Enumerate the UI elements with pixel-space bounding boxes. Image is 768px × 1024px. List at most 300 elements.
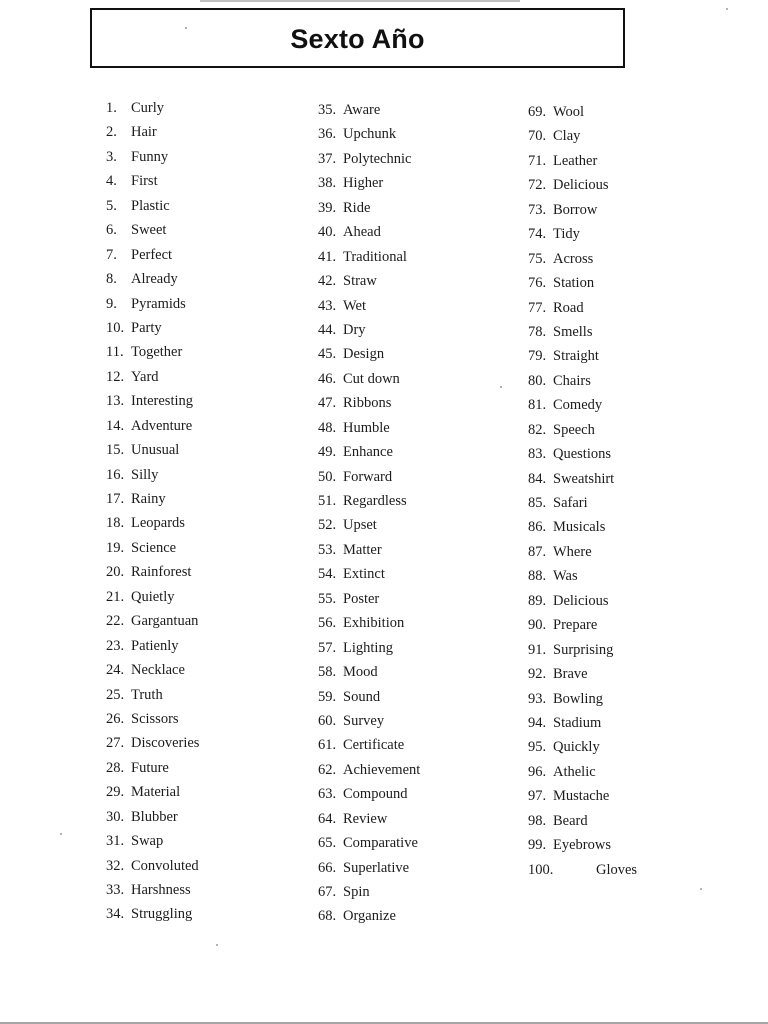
word-list-item bbox=[318, 685, 420, 709]
word-number: 30. bbox=[106, 808, 125, 825]
word-text: Ride bbox=[343, 199, 371, 216]
word-number: 22. bbox=[106, 613, 125, 630]
word-number: 86. bbox=[528, 519, 547, 536]
scan-speck bbox=[500, 386, 502, 388]
word-list-item bbox=[106, 169, 199, 193]
word-number: 65. bbox=[318, 835, 337, 852]
word-list-item bbox=[318, 245, 420, 269]
word-text: Athelic bbox=[553, 763, 596, 780]
word-number: 20. bbox=[106, 564, 125, 581]
word-list-item bbox=[318, 171, 420, 195]
word-list-item bbox=[528, 173, 637, 197]
word-number: 19. bbox=[106, 539, 125, 556]
word-number: 18. bbox=[106, 515, 125, 532]
word-text: Regardless bbox=[343, 493, 407, 509]
word-text: Prepare bbox=[553, 617, 598, 634]
word-list-item bbox=[318, 660, 420, 684]
word-list-item bbox=[528, 711, 637, 735]
word-number: 61. bbox=[318, 737, 337, 754]
word-number: 7. bbox=[106, 246, 117, 263]
word-list-item bbox=[106, 805, 199, 829]
word-text: Blubber bbox=[131, 808, 178, 825]
word-number: 13. bbox=[106, 393, 125, 410]
word-list-item bbox=[106, 487, 199, 511]
word-number: 66. bbox=[318, 859, 337, 876]
word-text: Aware bbox=[343, 102, 381, 118]
word-list-item bbox=[318, 782, 420, 806]
word-list-item bbox=[318, 758, 420, 782]
word-text: Quietly bbox=[131, 588, 175, 605]
word-text: Party bbox=[131, 319, 162, 336]
word-text: Superlative bbox=[343, 859, 410, 876]
word-list-item bbox=[106, 414, 199, 438]
word-list-item bbox=[318, 98, 420, 122]
word-list-item bbox=[106, 316, 199, 340]
word-list-item bbox=[318, 122, 420, 146]
word-number: 14. bbox=[106, 417, 125, 434]
word-text: Certificate bbox=[343, 737, 405, 754]
word-list-item bbox=[318, 636, 420, 660]
word-number: 97. bbox=[528, 788, 547, 805]
word-text: Sweet bbox=[131, 222, 167, 239]
word-list-item bbox=[106, 340, 199, 364]
word-list-item bbox=[106, 463, 199, 487]
word-list-item bbox=[528, 858, 637, 882]
word-text: Polytechnic bbox=[343, 150, 412, 167]
word-list-item bbox=[528, 418, 637, 442]
word-list-item bbox=[106, 267, 199, 291]
word-list-item bbox=[106, 683, 199, 707]
word-list-item bbox=[528, 442, 637, 466]
word-text: Stadium bbox=[553, 714, 602, 731]
word-list-item bbox=[106, 389, 199, 413]
word-number: 64. bbox=[318, 810, 337, 827]
word-list-item bbox=[318, 440, 420, 464]
word-list-item bbox=[528, 271, 637, 295]
word-number: 41. bbox=[318, 248, 337, 265]
word-list-item bbox=[528, 687, 637, 711]
word-number: 46. bbox=[318, 370, 337, 387]
word-text: Poster bbox=[343, 590, 380, 607]
word-text: Future bbox=[131, 759, 169, 776]
word-list-item bbox=[106, 609, 199, 633]
word-text: Road bbox=[553, 299, 584, 316]
word-text: Gargantuan bbox=[131, 613, 199, 630]
word-number: 79. bbox=[528, 348, 547, 365]
word-number: 75. bbox=[528, 250, 547, 267]
word-text: Hair bbox=[131, 124, 157, 141]
word-list-item bbox=[528, 247, 637, 271]
word-number: 29. bbox=[106, 784, 125, 801]
word-number: 53. bbox=[318, 541, 337, 558]
word-number: 85. bbox=[528, 495, 547, 511]
word-text: Funny bbox=[131, 148, 169, 165]
word-list-item bbox=[318, 904, 420, 928]
word-text: Comparative bbox=[343, 835, 418, 852]
word-text: Rainforest bbox=[131, 564, 192, 581]
word-text: Wet bbox=[343, 297, 366, 314]
word-list-item bbox=[106, 585, 199, 609]
word-list-item bbox=[318, 831, 420, 855]
word-list-item bbox=[528, 809, 637, 833]
word-number: 60. bbox=[318, 712, 337, 729]
word-list-item bbox=[106, 878, 199, 902]
word-list-item bbox=[318, 807, 420, 831]
word-column-3 bbox=[528, 100, 637, 882]
word-number: 71. bbox=[528, 152, 547, 169]
word-number: 100. bbox=[528, 861, 554, 878]
word-list-item bbox=[528, 467, 637, 491]
word-list-item bbox=[528, 515, 637, 539]
word-text: Interesting bbox=[131, 393, 194, 410]
word-number: 52. bbox=[318, 517, 337, 534]
word-list-item bbox=[528, 149, 637, 173]
word-number: 95. bbox=[528, 739, 547, 756]
word-text: Leopards bbox=[131, 515, 185, 532]
word-column-2 bbox=[318, 98, 420, 929]
word-number: 51. bbox=[318, 493, 337, 509]
word-number: 35. bbox=[318, 102, 337, 118]
word-list-item bbox=[528, 564, 637, 588]
word-number: 47. bbox=[318, 395, 337, 412]
page-title: Sexto Año bbox=[290, 23, 425, 54]
word-text: Chairs bbox=[553, 372, 591, 389]
word-list-item bbox=[318, 513, 420, 537]
word-number: 43. bbox=[318, 297, 337, 314]
word-number: 90. bbox=[528, 617, 547, 634]
word-list-item bbox=[528, 833, 637, 857]
word-text: Bowling bbox=[553, 690, 603, 707]
word-list-item bbox=[528, 491, 637, 515]
word-text: Lighting bbox=[343, 639, 393, 656]
word-text: Clay bbox=[553, 128, 581, 145]
word-list-item bbox=[106, 218, 199, 242]
word-text: Gloves bbox=[596, 861, 638, 878]
word-list-item bbox=[528, 100, 637, 124]
word-number: 67. bbox=[318, 884, 337, 900]
word-number: 69. bbox=[528, 104, 547, 120]
word-list-item bbox=[318, 342, 420, 366]
word-number: 91. bbox=[528, 641, 547, 658]
word-number: 92. bbox=[528, 666, 547, 683]
word-number: 16. bbox=[106, 466, 125, 483]
word-list-item bbox=[106, 634, 199, 658]
word-number: 39. bbox=[318, 199, 337, 216]
word-list-item bbox=[528, 540, 637, 564]
word-number: 59. bbox=[318, 688, 337, 705]
word-text: Across bbox=[553, 250, 594, 267]
word-list-item bbox=[318, 318, 420, 342]
word-number: 10. bbox=[106, 319, 125, 336]
word-list-item bbox=[106, 438, 199, 462]
word-text: Compound bbox=[343, 786, 408, 803]
word-text: Enhance bbox=[343, 444, 393, 461]
word-number: 58. bbox=[318, 664, 337, 681]
word-text: Delicious bbox=[553, 177, 609, 194]
word-number: 83. bbox=[528, 446, 547, 463]
scan-edge-line bbox=[200, 0, 520, 2]
word-number: 1. bbox=[106, 100, 117, 116]
word-number: 98. bbox=[528, 812, 547, 829]
word-number: 77. bbox=[528, 299, 547, 316]
word-text: Scissors bbox=[131, 710, 179, 727]
word-text: Comedy bbox=[553, 397, 603, 414]
word-number: 74. bbox=[528, 226, 547, 243]
word-text: Smells bbox=[553, 323, 593, 340]
word-text: Truth bbox=[131, 686, 163, 703]
word-text: Already bbox=[131, 271, 178, 288]
word-list-item bbox=[106, 194, 199, 218]
word-text: Station bbox=[553, 275, 595, 292]
word-text: Yard bbox=[131, 368, 159, 385]
word-number: 4. bbox=[106, 173, 117, 190]
word-number: 49. bbox=[318, 444, 337, 461]
word-list-item bbox=[318, 465, 420, 489]
word-text: Sound bbox=[343, 688, 381, 705]
word-number: 81. bbox=[528, 397, 547, 414]
word-text: Straw bbox=[343, 273, 377, 290]
word-number: 96. bbox=[528, 763, 547, 780]
word-text: Patienly bbox=[131, 637, 179, 654]
word-number: 63. bbox=[318, 786, 337, 803]
word-list-item bbox=[318, 269, 420, 293]
word-text: Brave bbox=[553, 666, 588, 683]
word-text: Delicious bbox=[553, 592, 609, 609]
word-text: First bbox=[131, 173, 158, 190]
word-text: Speech bbox=[553, 421, 595, 438]
word-text: Higher bbox=[343, 175, 384, 192]
word-text: Tidy bbox=[553, 226, 580, 243]
word-text: Review bbox=[343, 810, 388, 827]
word-list-item bbox=[106, 292, 199, 316]
word-text: Dry bbox=[343, 321, 366, 338]
word-number: 25. bbox=[106, 686, 125, 703]
word-list-item bbox=[528, 589, 637, 613]
word-text: Survey bbox=[343, 712, 385, 729]
word-list-item bbox=[528, 124, 637, 148]
word-text: Swap bbox=[131, 833, 164, 850]
scan-speck bbox=[185, 27, 187, 29]
word-list-item bbox=[106, 902, 199, 926]
word-text: Rainy bbox=[131, 491, 166, 507]
word-list-item bbox=[528, 662, 637, 686]
word-list-item bbox=[528, 344, 637, 368]
word-number: 33. bbox=[106, 882, 125, 898]
word-list-item bbox=[318, 587, 420, 611]
word-text: Perfect bbox=[131, 246, 173, 263]
word-number: 23. bbox=[106, 637, 125, 654]
word-list-item bbox=[528, 198, 637, 222]
word-text: Harshness bbox=[131, 882, 191, 898]
word-list-item bbox=[528, 638, 637, 662]
word-list-item bbox=[318, 880, 420, 904]
word-number: 56. bbox=[318, 615, 337, 632]
word-number: 6. bbox=[106, 222, 117, 239]
word-list-item bbox=[106, 560, 199, 584]
word-list-item bbox=[528, 320, 637, 344]
word-text: Safari bbox=[553, 495, 588, 511]
word-list-item bbox=[318, 147, 420, 171]
word-number: 42. bbox=[318, 273, 337, 290]
word-number: 3. bbox=[106, 148, 117, 165]
word-list-item bbox=[318, 733, 420, 757]
scan-speck bbox=[700, 888, 702, 890]
word-text: Spin bbox=[343, 884, 370, 900]
word-list-item bbox=[106, 365, 199, 389]
word-text: Traditional bbox=[343, 248, 407, 265]
word-list-item bbox=[106, 145, 199, 169]
scan-speck bbox=[216, 944, 218, 946]
word-text: Questions bbox=[553, 446, 611, 463]
word-list-item bbox=[318, 294, 420, 318]
word-list-item bbox=[528, 222, 637, 246]
word-list-item bbox=[318, 196, 420, 220]
word-list-item bbox=[318, 391, 420, 415]
word-text: Was bbox=[553, 568, 578, 585]
word-number: 27. bbox=[106, 735, 125, 752]
word-text: Where bbox=[553, 543, 592, 560]
word-list-item bbox=[528, 296, 637, 320]
word-list-item bbox=[528, 613, 637, 637]
word-text: Beard bbox=[553, 812, 588, 829]
word-number: 9. bbox=[106, 295, 117, 312]
word-list-item bbox=[106, 243, 199, 267]
word-text: Upchunk bbox=[343, 126, 397, 143]
word-text: Science bbox=[131, 539, 177, 556]
word-list-item bbox=[318, 538, 420, 562]
word-text: Curly bbox=[131, 100, 165, 116]
word-text: Material bbox=[131, 784, 181, 801]
word-text: Convoluted bbox=[131, 857, 199, 874]
word-text: Sweatshirt bbox=[553, 470, 615, 487]
word-text: Discoveries bbox=[131, 735, 200, 752]
word-list-item bbox=[528, 369, 637, 393]
word-number: 34. bbox=[106, 906, 125, 923]
word-list-item bbox=[106, 829, 199, 853]
word-text: Silly bbox=[131, 466, 159, 483]
word-number: 17. bbox=[106, 491, 125, 507]
word-number: 57. bbox=[318, 639, 337, 656]
word-text: Together bbox=[131, 344, 183, 361]
word-text: Cut down bbox=[343, 370, 400, 387]
word-number: 38. bbox=[318, 175, 337, 192]
word-text: Quickly bbox=[553, 739, 600, 756]
word-number: 70. bbox=[528, 128, 547, 145]
word-number: 62. bbox=[318, 761, 337, 778]
word-text: Upset bbox=[343, 517, 377, 534]
word-list-item bbox=[106, 536, 199, 560]
word-list-item bbox=[318, 856, 420, 880]
word-text: Leather bbox=[553, 152, 598, 169]
scan-speck bbox=[726, 8, 728, 10]
word-number: 36. bbox=[318, 126, 337, 143]
word-number: 37. bbox=[318, 150, 337, 167]
word-column-1 bbox=[106, 96, 199, 927]
word-number: 87. bbox=[528, 543, 547, 560]
word-text: Mustache bbox=[553, 788, 610, 805]
word-number: 40. bbox=[318, 224, 337, 241]
word-number: 89. bbox=[528, 592, 547, 609]
word-text: Organize bbox=[343, 908, 396, 925]
word-number: 80. bbox=[528, 372, 547, 389]
title-box bbox=[90, 8, 625, 68]
word-number: 99. bbox=[528, 837, 547, 854]
word-number: 78. bbox=[528, 323, 547, 340]
word-text: Necklace bbox=[131, 662, 185, 679]
word-text: Plastic bbox=[131, 197, 170, 214]
word-number: 73. bbox=[528, 201, 547, 218]
word-text: Unusual bbox=[131, 442, 180, 459]
word-text: Pyramids bbox=[131, 295, 186, 312]
word-number: 45. bbox=[318, 346, 337, 363]
word-list-item bbox=[528, 784, 637, 808]
word-list-item bbox=[318, 709, 420, 733]
word-number: 94. bbox=[528, 714, 547, 731]
word-number: 93. bbox=[528, 690, 547, 707]
word-list-item bbox=[106, 120, 199, 144]
word-text: Ahead bbox=[343, 224, 381, 241]
word-text: Ribbons bbox=[343, 395, 392, 412]
word-list-item bbox=[106, 731, 199, 755]
word-number: 48. bbox=[318, 419, 337, 436]
word-number: 12. bbox=[106, 368, 125, 385]
word-text: Extinct bbox=[343, 566, 385, 583]
word-number: 84. bbox=[528, 470, 547, 487]
word-list-item bbox=[318, 611, 420, 635]
word-number: 44. bbox=[318, 321, 337, 338]
word-text: Forward bbox=[343, 468, 393, 485]
word-list-item bbox=[528, 393, 637, 417]
word-number: 5. bbox=[106, 197, 117, 214]
word-number: 76. bbox=[528, 275, 547, 292]
word-number: 54. bbox=[318, 566, 337, 583]
word-number: 82. bbox=[528, 421, 547, 438]
word-list-item bbox=[106, 707, 199, 731]
word-text: Musicals bbox=[553, 519, 606, 536]
word-text: Matter bbox=[343, 541, 382, 558]
word-number: 50. bbox=[318, 468, 337, 485]
word-text: Surprising bbox=[553, 641, 614, 658]
word-text: Mood bbox=[343, 664, 378, 681]
word-list-item bbox=[318, 489, 420, 513]
word-list-item bbox=[528, 760, 637, 784]
word-number: 68. bbox=[318, 908, 337, 925]
word-list-item bbox=[106, 96, 199, 120]
word-list-item bbox=[318, 416, 420, 440]
word-list-item bbox=[106, 854, 199, 878]
word-number: 8. bbox=[106, 271, 117, 288]
word-number: 28. bbox=[106, 759, 125, 776]
word-text: Borrow bbox=[553, 201, 598, 218]
word-number: 11. bbox=[106, 344, 124, 361]
word-text: Achievement bbox=[343, 761, 421, 778]
word-list-item bbox=[106, 658, 199, 682]
word-text: Eyebrows bbox=[553, 837, 611, 854]
word-number: 2. bbox=[106, 124, 117, 141]
word-number: 26. bbox=[106, 710, 125, 727]
word-list-item bbox=[106, 756, 199, 780]
word-number: 88. bbox=[528, 568, 547, 585]
word-text: Humble bbox=[343, 419, 390, 436]
word-list-item bbox=[318, 367, 420, 391]
word-number: 55. bbox=[318, 590, 337, 607]
word-number: 32. bbox=[106, 857, 125, 874]
word-list-item bbox=[318, 562, 420, 586]
word-number: 31. bbox=[106, 833, 125, 850]
word-text: Straight bbox=[553, 348, 599, 365]
scan-speck bbox=[60, 833, 62, 835]
word-text: Exhibition bbox=[343, 615, 405, 632]
